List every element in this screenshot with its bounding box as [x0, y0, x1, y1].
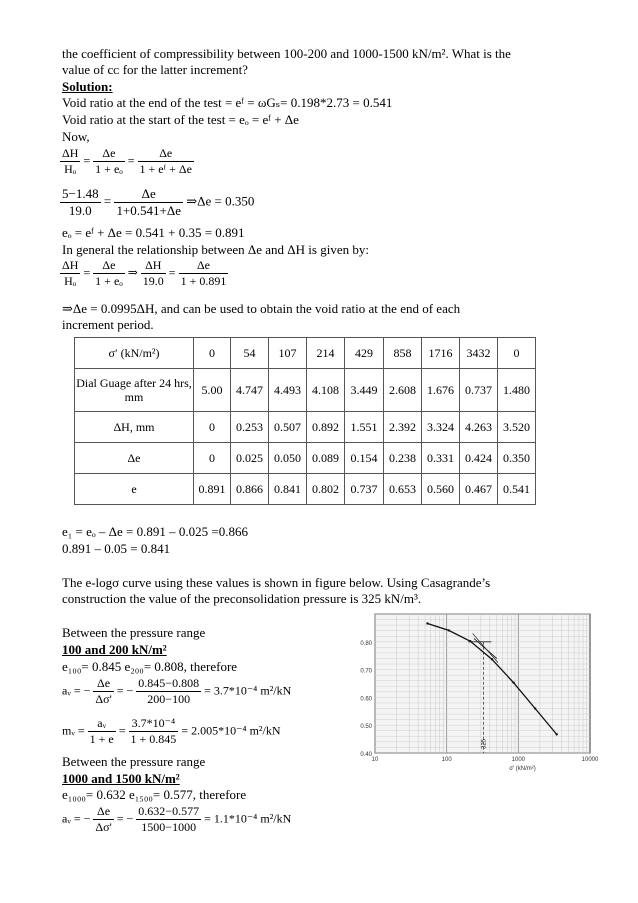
- table-cell: 0.541: [498, 474, 536, 505]
- e2-calc: 0.891 – 0.05 = 0.841: [62, 541, 171, 556]
- table-cell: 0.089: [307, 443, 345, 474]
- table-cell: 1.480: [498, 369, 536, 412]
- table-row: [75, 369, 536, 412]
- range2-av-equation: aᵥ = − $\frac{\Delta e}{\Delta\sigma'}$ = − $\frac{0.632-0.577}{1500-1000}$ = 1.1*10⁻⁴ m²/kN: [62, 804, 292, 834]
- table-row-header: Dial Guage after 24 hrs, mm: [75, 369, 194, 412]
- table-cell: 0.331: [422, 443, 460, 474]
- table-cell: 1.676: [422, 369, 460, 412]
- table-cell: 0: [194, 412, 231, 443]
- range1-mv-equation: mᵥ = $\frac{\text{aᵥ}}{1 + e}$ = $\frac{\text{3.7*10⁻⁴}}{1 + 0.845}$ = 2.005*10⁻⁴ m²/kN: [62, 716, 281, 746]
- equation-3: $\frac{\Delta H}{\text{Hₒ}}$ = $\frac{\Delta e}{\text{1 + eₒ}}$ ⇒ $\frac{\Delta H}{19.0}$ = $\frac{\Delta e}{1 + 0.891}$: [62, 258, 227, 288]
- table-cell: 0.841: [269, 474, 307, 505]
- table-row-header: Δe: [75, 443, 194, 474]
- table-cell: 0.424: [460, 443, 498, 474]
- table-cell: 1716: [422, 338, 460, 369]
- table-cell: 3.520: [498, 412, 536, 443]
- range2-title: 1000 and 1500 kN/m²: [62, 771, 180, 786]
- table-cell: 214: [307, 338, 345, 369]
- equation-2: $\frac{5-1.48}{19.0}$ = $\frac{\Delta e}{1+0.541+\Delta e}$ ⇒Δe = 0.350: [62, 186, 255, 218]
- chart-y-tick-label: 0.50: [360, 724, 372, 731]
- range1-av-equation: aᵥ = − $\frac{\Delta e}{\Delta\sigma'}$ = − $\frac{0.845-0.808}{200-100}$ = 3.7*10⁻⁴ m²/kN: [62, 676, 292, 706]
- curve-line-2: construction the value of the preconsolidation pressure is 325 kN/m³.: [62, 591, 422, 606]
- table-cell: 0.560: [422, 474, 460, 505]
- chart-data-point: [534, 707, 536, 709]
- range2-evals: e₁₀₀₀= 0.632 e₁₅₀₀= 0.577, therefore: [62, 787, 247, 802]
- table-cell: 0.154: [345, 443, 384, 474]
- chart-data-point: [448, 629, 450, 631]
- table-cell: 0.050: [269, 443, 307, 474]
- chart-y-tick-label: 0.60: [360, 696, 372, 703]
- range1-intro: Between the pressure range: [62, 625, 206, 640]
- table-cell: 4.108: [307, 369, 345, 412]
- chart-y-tick-label: 0.70: [360, 668, 372, 675]
- chart-data-point: [556, 733, 558, 735]
- data-table: [74, 337, 536, 505]
- chart-x-tick-label: 10: [371, 757, 379, 763]
- table-cell: 429: [345, 338, 384, 369]
- range1-evals: e₁₀₀= 0.845 e₂₀₀= 0.808, therefore: [62, 659, 238, 674]
- table-cell: 5.00: [194, 369, 231, 412]
- table-row: [75, 443, 536, 474]
- table-cell: 0.467: [460, 474, 498, 505]
- table-cell: 0.892: [307, 412, 345, 443]
- chart-y-tick-label: 0.40: [360, 752, 372, 758]
- range2-intro: Between the pressure range: [62, 754, 206, 769]
- void-ratio-start: Void ratio at the start of the test = eₒ = eᶠ + Δe: [62, 112, 299, 127]
- table-cell: 0.737: [460, 369, 498, 412]
- e-log-sigma-chart: [345, 608, 599, 773]
- table-cell: 858: [384, 338, 422, 369]
- now-label: Now,: [62, 129, 90, 144]
- table-cell: 0: [498, 338, 536, 369]
- table-cell: 0.253: [231, 412, 269, 443]
- table-cell: 0.507: [269, 412, 307, 443]
- intro-line-2: value of cᴄ for the latter increment?: [62, 62, 248, 77]
- table-cell: 0.866: [231, 474, 269, 505]
- table-row-header: e: [75, 474, 194, 505]
- chart-x-tick-label: 1000: [511, 757, 526, 763]
- chart-y-tick-label: 0.80: [360, 640, 372, 647]
- chart-x-tick-label: 10000: [581, 757, 599, 763]
- curve-line-1: The e-logσ curve using these values is shown in figure below. Using Casagrande’s: [62, 575, 491, 590]
- table-cell: 0: [194, 443, 231, 474]
- chart-data-point: [491, 658, 493, 660]
- table-cell: 0: [194, 338, 231, 369]
- e1-calc: e₁ = eₒ – Δe = 0.891 – 0.025 =0.866: [62, 524, 248, 539]
- general-relationship: In general the relationship between Δe and ΔH is given by:: [62, 242, 369, 257]
- table-cell: 4.747: [231, 369, 269, 412]
- chart-data-point: [426, 622, 428, 624]
- table-cell: 3432: [460, 338, 498, 369]
- equation-4: ⇒Δe = 0.0995ΔH, and can be used to obtain the void ratio at the end of each: [62, 301, 461, 316]
- table-cell: 0.350: [498, 443, 536, 474]
- table-cell: 0.737: [345, 474, 384, 505]
- table-row: [75, 412, 536, 443]
- chart-pc-label: 325: [481, 738, 488, 749]
- table-row: [75, 474, 536, 505]
- table-cell: 0.238: [384, 443, 422, 474]
- table-row-header: σ′ (kN/m²): [75, 338, 194, 369]
- table-row: [75, 338, 536, 369]
- chart-x-tick-label: 100: [441, 757, 452, 763]
- solution-heading: Solution:: [62, 79, 113, 94]
- intro-line-1: the coefficient of compressibility between 100-200 and 1000-1500 kN/m². What is the: [62, 46, 511, 61]
- eo-value: eₒ = eᶠ + Δe = 0.541 + 0.35 = 0.891: [62, 225, 245, 240]
- table-row-header: ΔH, mm: [75, 412, 194, 443]
- table-cell: 4.493: [269, 369, 307, 412]
- table-cell: 3.449: [345, 369, 384, 412]
- table-cell: 1.551: [345, 412, 384, 443]
- table-cell: 0.802: [307, 474, 345, 505]
- table-cell: 2.608: [384, 369, 422, 412]
- chart-x-axis-label: σ′ (kN/m²): [509, 766, 536, 772]
- table-cell: 0.891: [194, 474, 231, 505]
- table-cell: 54: [231, 338, 269, 369]
- chart-plot-area: [375, 614, 590, 753]
- table-cell: 4.263: [460, 412, 498, 443]
- range1-title: 100 and 200 kN/m²: [62, 642, 167, 657]
- equation-1: $\frac{\Delta H}{\text{Hₒ}}$ = $\frac{\Delta e}{\text{1 + eₒ}}$ = $\frac{\Delta e}{\text{1 + eᶠ + Δe}}$: [62, 146, 192, 176]
- table-cell: 107: [269, 338, 307, 369]
- table-cell: 3.324: [422, 412, 460, 443]
- table-cell: 0.653: [384, 474, 422, 505]
- void-ratio-end: Void ratio at the end of the test = eᶠ = ωGₛ= 0.198*2.73 = 0.541: [62, 95, 393, 110]
- increment-period: increment period.: [62, 317, 154, 332]
- chart-data-point: [512, 681, 514, 683]
- table-cell: 2.392: [384, 412, 422, 443]
- table-cell: 0.025: [231, 443, 269, 474]
